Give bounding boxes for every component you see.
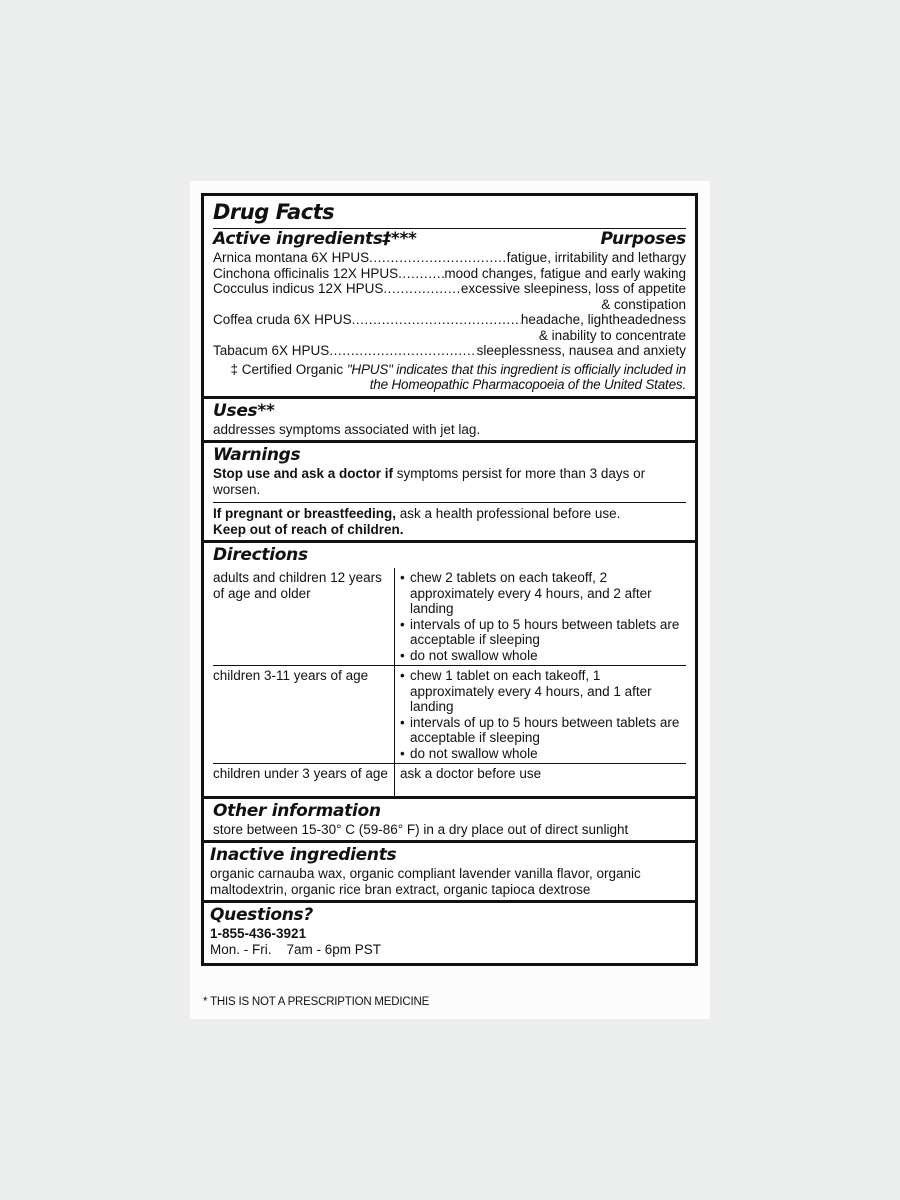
directions-table xyxy=(213,568,686,796)
ingredient-row xyxy=(213,281,686,297)
ingredient-list xyxy=(213,250,686,393)
directions-row xyxy=(213,666,686,764)
leader-dots xyxy=(329,343,476,359)
directions-heading: Directions xyxy=(213,545,308,565)
ingredient-name: Arnica montana 6X HPUS xyxy=(213,250,370,265)
drug-facts-title: Drug Facts xyxy=(213,198,686,229)
dosage xyxy=(395,568,687,666)
dosage-bullet: • chew 2 tablets on each takeoff, 2 approximately every 4 hours, and 2 after landing xyxy=(400,570,686,617)
pregnancy-warning xyxy=(213,502,686,537)
dosage-bullet: • intervals of up to 5 hours between tablets are acceptable if sleeping xyxy=(400,715,686,746)
dosage xyxy=(395,666,687,764)
ingredient-row xyxy=(213,343,686,359)
keep-out-of-reach: Keep out of reach of children. xyxy=(213,521,404,537)
business-hours: Mon. - Fri. 7am - 6pm PST xyxy=(210,941,382,957)
warnings-section xyxy=(204,443,695,543)
drug-facts-label xyxy=(201,193,698,966)
pregnancy-bold: If pregnant or breastfeeding, xyxy=(213,506,397,521)
age-group: children under 3 years of age xyxy=(213,764,395,796)
other-information-section xyxy=(204,799,695,844)
ingredient-name: Tabacum 6X HPUS xyxy=(213,343,330,358)
footnote-italic: "HPUS" indicates that this ingredient is officially included in xyxy=(346,361,686,377)
leader-dots xyxy=(383,281,461,297)
ingredient-row xyxy=(213,312,686,328)
ingredient-purpose: fatigue, irritability and lethargy xyxy=(506,250,686,265)
age-group: adults and children 12 years of age and older xyxy=(213,570,382,601)
ingredient-row xyxy=(213,250,686,266)
ingredient-purpose: headache, lightheadedness xyxy=(520,312,686,327)
stop-use-warning xyxy=(213,466,686,497)
ingredient-purpose-continued: & inability to concentrate xyxy=(538,327,686,343)
drug-facts-card xyxy=(190,181,710,1019)
other-information-text: store between 15-30° C (59-86° F) in a dry place out of direct sunlight xyxy=(213,821,629,837)
ingredient-name: Cinchona officinalis 12X HPUS xyxy=(213,265,399,281)
purposes-heading: Purposes xyxy=(600,229,686,249)
uses-section xyxy=(204,399,695,444)
uses-heading: Uses** xyxy=(213,400,275,421)
phone-number: 1-855-436-3921 xyxy=(210,926,307,941)
other-information-heading: Other information xyxy=(213,800,381,821)
active-ingredients-heading: Active ingredients‡*** xyxy=(213,229,417,249)
ingredient-purpose: excessive sleepiness, loss of appetite xyxy=(460,281,686,296)
warnings-heading: Warnings xyxy=(213,445,301,465)
questions-heading: Questions? xyxy=(210,905,313,925)
dosage-bullet: • intervals of up to 5 hours between tablets are acceptable if sleeping xyxy=(400,617,686,648)
uses-text: addresses symptoms associated with jet lag. xyxy=(213,421,481,437)
inactive-ingredients-heading: Inactive ingredients xyxy=(210,845,397,865)
stop-use-text: symptoms persist for more than 3 days or worsen. xyxy=(213,466,646,497)
age-group: children 3-11 years of age xyxy=(213,666,395,764)
active-header-row xyxy=(213,229,686,250)
prescription-disclaimer: * THIS IS NOT A PRESCRIPTION MEDICINE xyxy=(203,996,430,1008)
stop-use-bold: Stop use and ask a doctor if xyxy=(213,466,394,481)
dosage: ask a doctor before use xyxy=(395,764,687,796)
ingredient-name: Coffea cruda 6X HPUS xyxy=(213,312,352,327)
footnote-plain: ‡ Certified Organic xyxy=(230,361,347,377)
directions-row xyxy=(213,764,686,796)
directions-row xyxy=(213,568,686,666)
inactive-ingredients-section xyxy=(204,843,695,903)
dosage-bullet: • chew 1 tablet on each takeoff, 1 approximately every 4 hours, and 1 after landing xyxy=(400,668,686,715)
ingredient-name: Cocculus indicus 12X HPUS xyxy=(213,281,384,296)
ingredient-row xyxy=(213,266,686,282)
leader-dots xyxy=(352,312,521,328)
dosage-bullet: • do not swallow whole xyxy=(400,648,686,664)
ingredient-purpose: sleeplessness, nausea and anxiety xyxy=(476,343,686,358)
hpus-footnote xyxy=(213,362,686,393)
pregnancy-text: ask a health professional before use. xyxy=(396,506,621,521)
leader-dots xyxy=(369,250,507,266)
leader-dots xyxy=(398,266,444,282)
inactive-ingredients-text: organic carnauba wax, organic compliant lavender vanilla flavor, organic maltodextrin, organic rice bran extract, organic tapioca dextrose xyxy=(210,866,641,897)
footnote-italic: the Homeopathic Pharmacopoeia of the United States. xyxy=(369,377,686,392)
ingredient-purpose-continued: & constipation xyxy=(601,296,686,312)
ingredient-purpose: mood changes, fatigue and early waking xyxy=(444,265,686,281)
dosage-bullet: • do not swallow whole xyxy=(400,746,686,762)
questions-section xyxy=(204,903,695,963)
active-ingredients-section xyxy=(204,196,695,399)
directions-section xyxy=(204,543,695,799)
